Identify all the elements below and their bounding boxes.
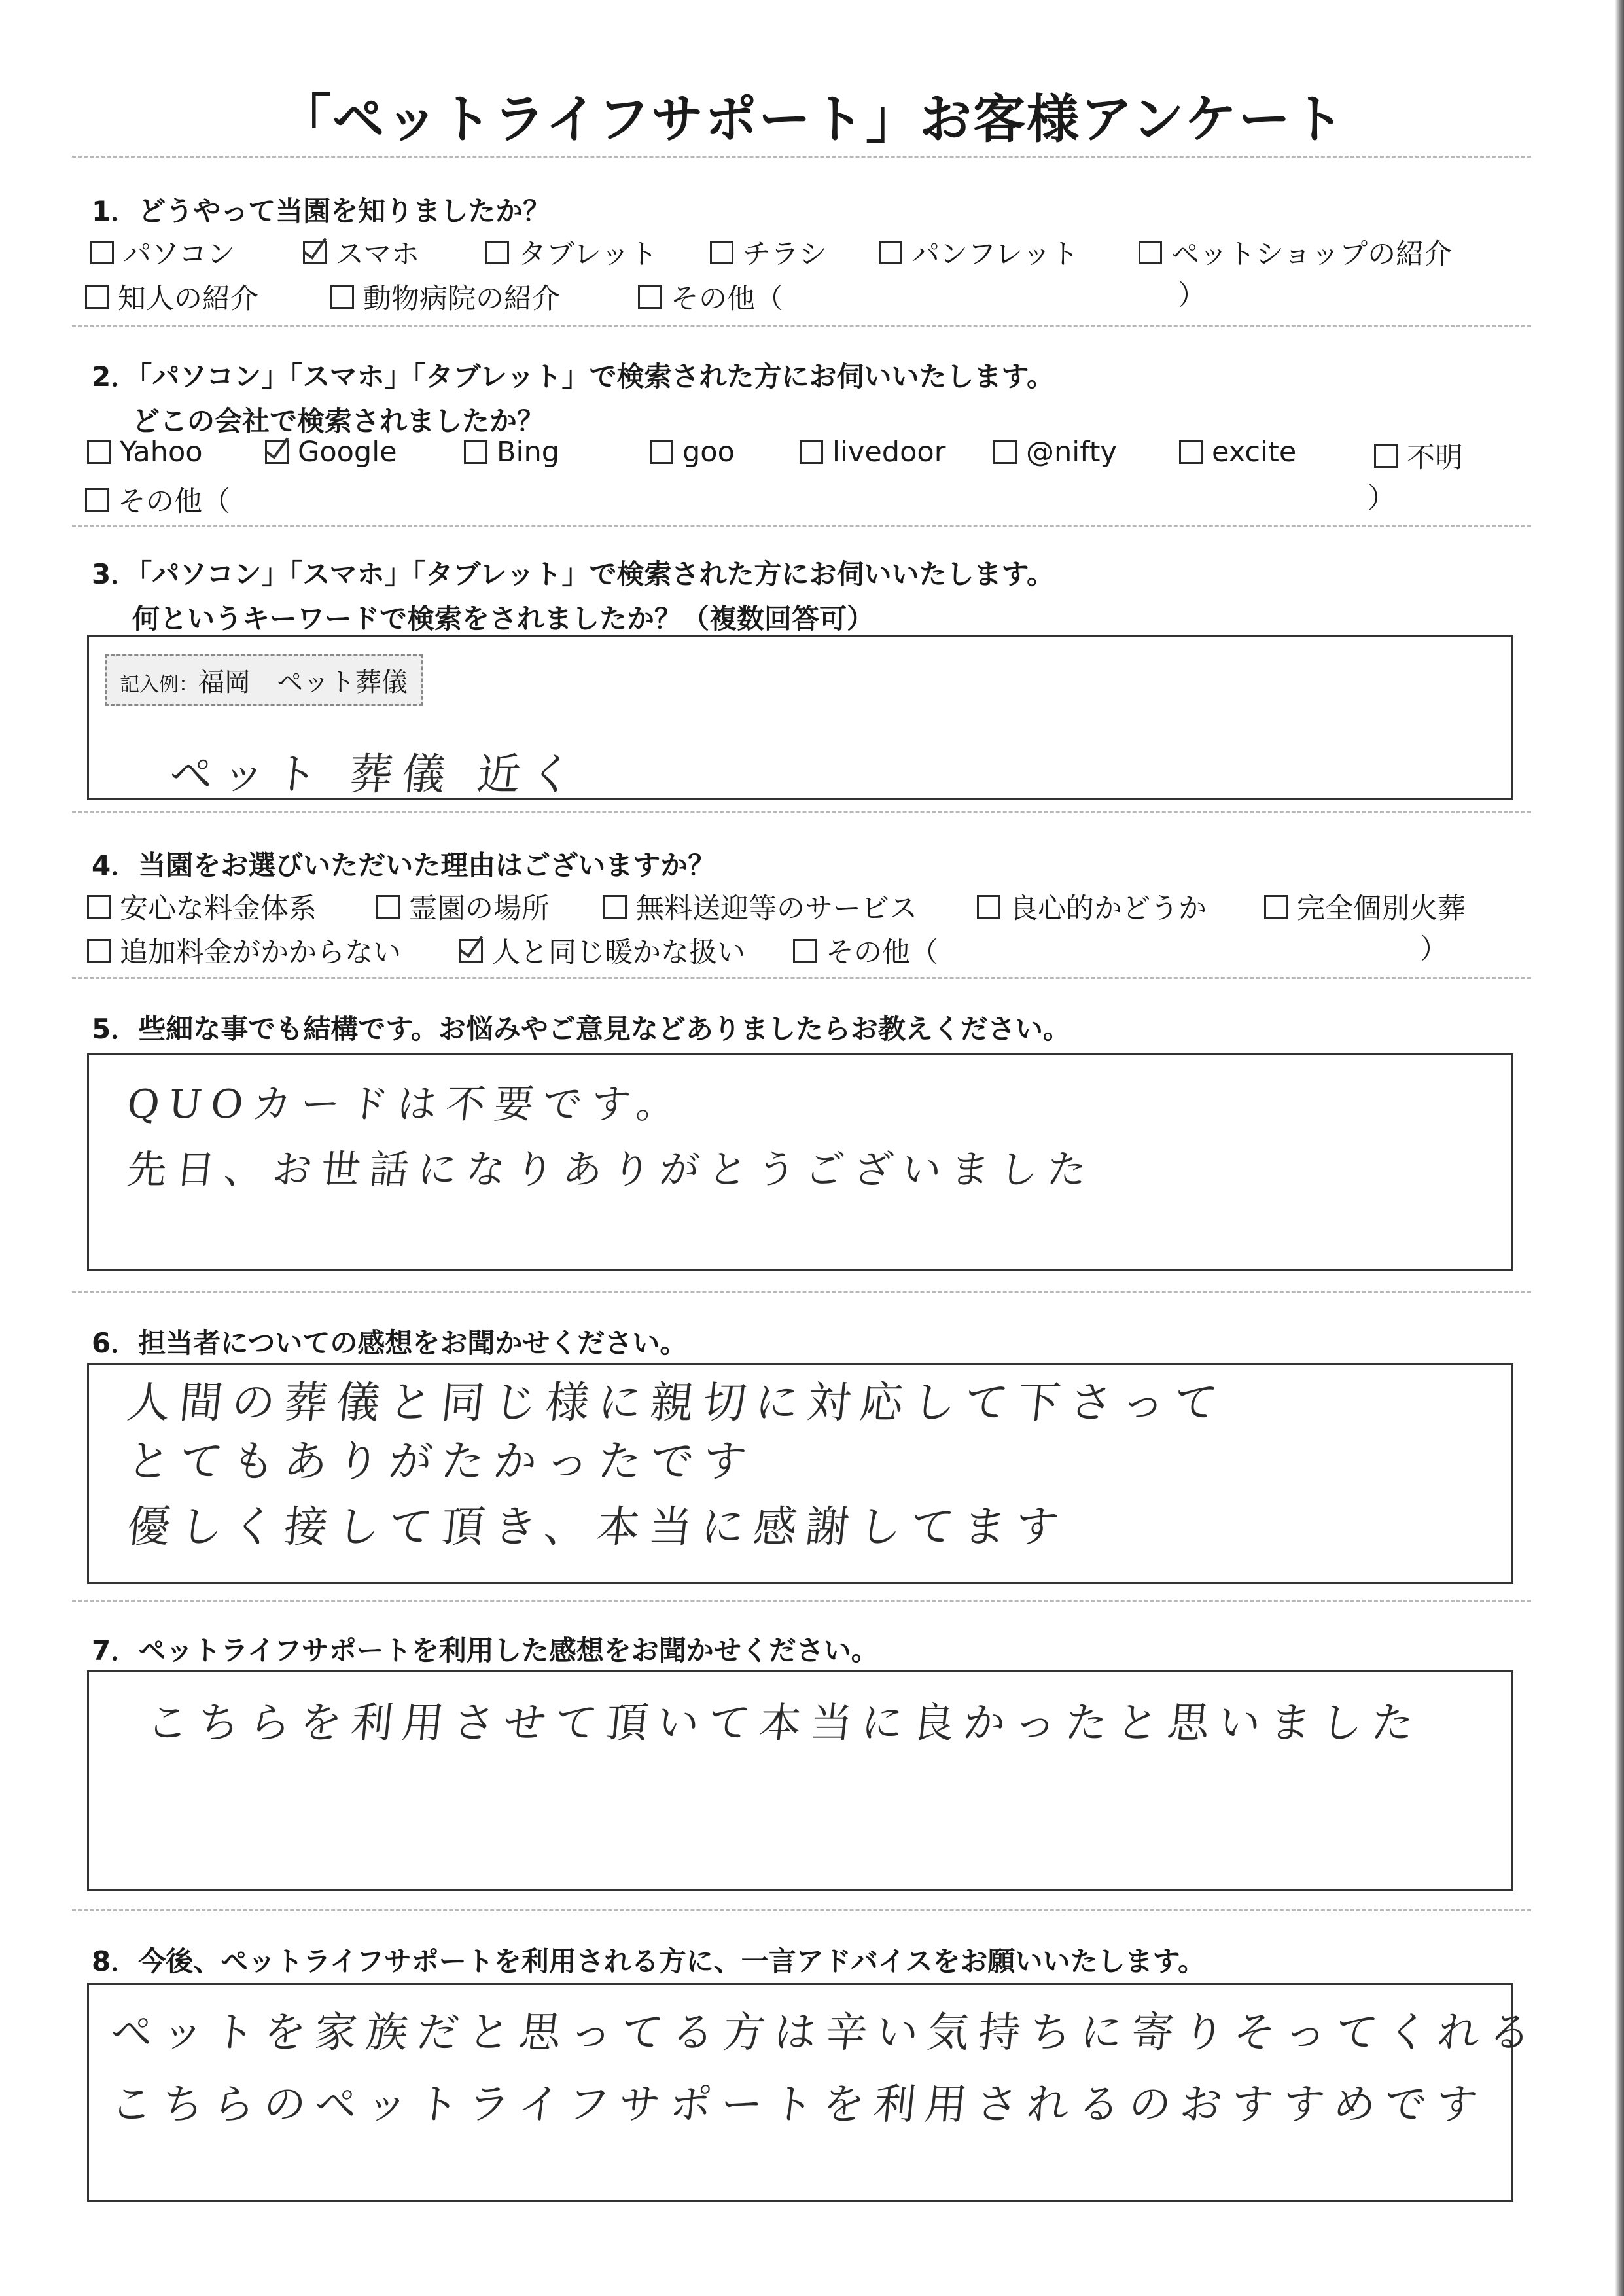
divider <box>72 811 1531 813</box>
q7-handwritten-line-1: こちらを利用させて頂いて本当に良かったと思いました <box>144 1699 1426 1748</box>
q2-option-unknown[interactable]: 不明 <box>1374 436 1463 476</box>
q4-option-free-pickup[interactable]: 無料送迎等のサービス <box>603 887 917 927</box>
q1-option-smartphone[interactable]: スマホ <box>303 232 419 272</box>
q1-close-paren: ） <box>1178 279 1206 312</box>
q2-option-bing[interactable]: Bing <box>464 436 559 468</box>
q1-option-pc[interactable]: パソコン <box>90 232 235 272</box>
q1-option-pamphlet[interactable]: パンフレット <box>879 232 1079 272</box>
q1-option-flyer[interactable]: チラシ <box>710 232 827 272</box>
q1-option-vet[interactable]: 動物病院の紹介 <box>330 277 560 317</box>
q4-option-individual-cremation[interactable]: 完全個別火葬 <box>1264 887 1466 927</box>
q6-handwritten-line-1: 人間の葬儀と同じ様に親切に対応して下さって <box>124 1377 1229 1428</box>
q1-option-tablet[interactable]: タブレット <box>485 232 658 272</box>
checkbox[interactable] <box>376 895 400 919</box>
checkbox[interactable] <box>638 285 662 309</box>
checkbox[interactable] <box>85 488 109 512</box>
divider <box>72 156 1531 158</box>
checkbox[interactable] <box>650 440 673 464</box>
checkbox[interactable] <box>793 939 817 963</box>
checkbox[interactable] <box>1139 241 1162 264</box>
divider <box>72 325 1531 327</box>
checkbox[interactable] <box>993 440 1017 464</box>
checkbox[interactable] <box>87 440 111 464</box>
divider <box>72 1291 1531 1293</box>
checkbox[interactable] <box>800 440 823 464</box>
q2-option-nifty[interactable]: @nifty <box>993 436 1117 468</box>
checkbox[interactable] <box>87 895 111 919</box>
divider <box>72 525 1531 527</box>
page-title: 「ペットライフサポート」お客様アンケート <box>278 89 1346 150</box>
q2-option-other[interactable]: その他（ <box>85 480 230 520</box>
checkbox[interactable] <box>603 895 627 919</box>
checkbox[interactable] <box>85 285 109 309</box>
checkbox[interactable] <box>1264 895 1288 919</box>
divider <box>72 1600 1531 1602</box>
checkbox[interactable] <box>90 241 114 264</box>
q2-option-livedoor[interactable]: livedoor <box>800 436 945 468</box>
q5-handwritten-line-2: 先日、お世話になりありがとうございました <box>124 1147 1099 1193</box>
q2-option-google[interactable]: Google <box>265 436 397 468</box>
q8-handwritten-line-2: こちらのペットライフサポートを利用されるのおすすめです <box>108 2081 1490 2129</box>
q4-option-price[interactable]: 安心な料金体系 <box>87 887 317 927</box>
checkbox[interactable] <box>485 241 509 264</box>
question-5: 5．些細な事でも結構です。お悩みやご意見などありましたらお教えください。 <box>92 1013 1070 1045</box>
q6-handwritten-line-3: 優しく接して頂き、本当に感謝してます <box>124 1502 1070 1552</box>
q1-option-other[interactable]: その他（ <box>638 277 783 317</box>
q4-option-location[interactable]: 霊園の場所 <box>376 887 550 927</box>
q5-handwritten-line-1: QUOカードは不要です。 <box>124 1082 688 1127</box>
checkbox[interactable] <box>879 241 902 264</box>
divider <box>72 1909 1531 1911</box>
checkbox-checked[interactable] <box>459 939 483 963</box>
q8-handwritten-line-1: ペットを家族だと思ってる方は辛い気持ちに寄りそってくれる <box>108 2009 1543 2057</box>
question-7: 7．ペットライフサポートを利用した感想をお聞かせください。 <box>92 1634 879 1667</box>
checkbox[interactable] <box>977 895 1000 919</box>
q1-option-petshop[interactable]: ペットショップの紹介 <box>1139 232 1452 272</box>
q4-option-other[interactable]: その他（ <box>793 930 938 970</box>
divider <box>72 977 1531 979</box>
checkbox[interactable] <box>464 440 487 464</box>
checkbox[interactable] <box>1179 440 1203 464</box>
checkbox-checked[interactable] <box>265 440 289 464</box>
checkbox[interactable] <box>87 939 111 963</box>
q3-example: 記入例：福岡 ペット葬儀 <box>105 654 423 706</box>
q2-option-goo[interactable]: goo <box>650 436 735 468</box>
q2-close-paren: ） <box>1368 482 1396 515</box>
q4-close-paren: ） <box>1420 933 1448 966</box>
question-2: 2．「パソコン」「スマホ」「タブレット」で検索された方にお伺いいたします。 どこの会社で検索されましたか？ <box>92 361 1055 437</box>
page-edge-shadow <box>1615 0 1624 2296</box>
checkbox[interactable] <box>710 241 733 264</box>
question-3: 3．「パソコン」「スマホ」「タブレット」で検索された方にお伺いいたします。 何というキーワードで検索をされましたか？（複数回答可） <box>92 558 1055 635</box>
q2-option-excite[interactable]: excite <box>1179 436 1296 468</box>
q4-option-warm-treatment[interactable]: 人と同じ暖かな扱い <box>459 930 745 970</box>
q4-option-conscientious[interactable]: 良心的かどうか <box>977 887 1207 927</box>
question-8: 8．今後、ペットライフサポートを利用される方に、一言アドバイスをお願いいたします。 <box>92 1945 1206 1977</box>
q4-option-no-extra-fee[interactable]: 追加料金がかからない <box>87 930 401 970</box>
q2-option-yahoo[interactable]: Yahoo <box>87 436 203 468</box>
checkbox-checked[interactable] <box>303 241 327 264</box>
checkbox[interactable] <box>1374 444 1398 468</box>
question-1: 1．どうやって当園を知りましたか？ <box>92 195 551 227</box>
q3-handwritten-answer: ペット 葬儀 近く <box>167 749 585 800</box>
question-4: 4．当園をお選びいただいた理由はございますか？ <box>92 849 716 881</box>
question-6: 6．担当者についての感想をお聞かせください。 <box>92 1327 688 1359</box>
checkbox[interactable] <box>330 285 354 309</box>
q1-option-friend[interactable]: 知人の紹介 <box>85 277 258 317</box>
q6-handwritten-line-2: とてもありがたかったです <box>124 1436 758 1487</box>
